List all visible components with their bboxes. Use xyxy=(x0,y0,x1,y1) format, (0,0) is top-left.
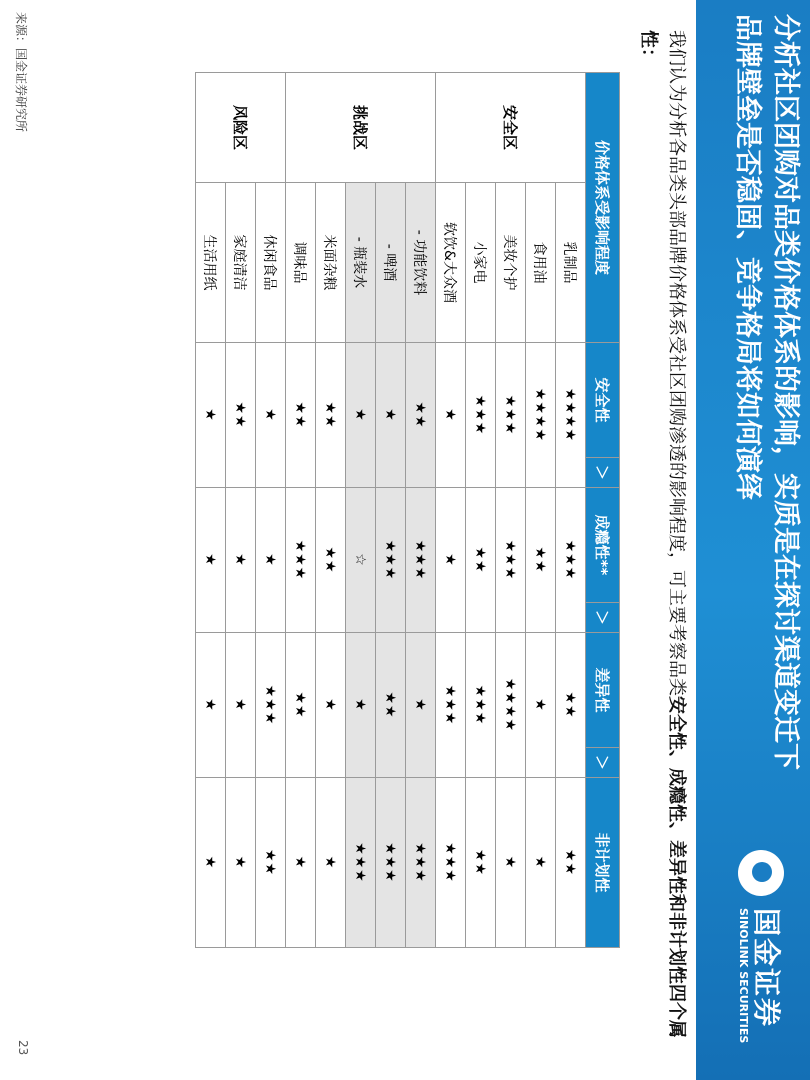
logo-text-en: SINOLINK SECURITIES xyxy=(737,908,750,1044)
table-row xyxy=(556,73,586,948)
category-cell: - 功能饮料 xyxy=(406,183,436,343)
header-cell: 安全性 xyxy=(586,343,620,458)
rating-safety: ★ xyxy=(436,343,466,488)
rating-safety: ★★★★ xyxy=(526,343,556,488)
category-cell: 乳制品 xyxy=(556,183,586,343)
rating-safety: ★ xyxy=(256,343,286,488)
rating-safety: ★★ xyxy=(286,343,316,488)
rating-difference: ★ xyxy=(526,633,556,778)
rating-unplanned: ★ xyxy=(196,778,226,948)
table-row xyxy=(196,73,226,948)
rating-addiction: ★★ xyxy=(466,488,496,633)
title-banner xyxy=(696,0,810,1080)
category-cell: 米面杂粮 xyxy=(316,183,346,343)
intro-text: 我们认为分析各品类头部品牌价格体系受社区团购渗透的影响程度，可主要考察品类 xyxy=(666,30,687,696)
table-row xyxy=(526,73,556,948)
rating-difference: ★ xyxy=(196,633,226,778)
category-cell: 生活用纸 xyxy=(196,183,226,343)
rating-addiction: ★ xyxy=(196,488,226,633)
page-number: 23 xyxy=(16,1040,30,1056)
rating-unplanned: ★★★ xyxy=(406,778,436,948)
logo-text-cn: 国金证券 xyxy=(750,908,783,1029)
rating-difference: ★★★★ xyxy=(496,633,526,778)
header-cell: ＞ xyxy=(586,458,620,488)
rating-safety: ★★ xyxy=(226,343,256,488)
company-logo xyxy=(716,850,796,1060)
rating-addiction: ★★★ xyxy=(286,488,316,633)
table-row xyxy=(376,73,406,948)
table-row xyxy=(346,73,376,948)
rating-safety: ★★ xyxy=(316,343,346,488)
category-cell: 食用油 xyxy=(526,183,556,343)
rating-addiction: ★★★ xyxy=(406,488,436,633)
rating-safety: ★★ xyxy=(406,343,436,488)
category-cell: 家庭清洁 xyxy=(226,183,256,343)
rating-difference: ★ xyxy=(346,633,376,778)
rating-unplanned: ★ xyxy=(286,778,316,948)
table-row xyxy=(316,73,346,948)
rating-unplanned: ★ xyxy=(226,778,256,948)
category-attribute-table xyxy=(195,72,620,948)
category-cell: 美妆个护 xyxy=(496,183,526,343)
category-cell: 休闲食品 xyxy=(256,183,286,343)
rating-difference: ★★★ xyxy=(256,633,286,778)
rating-addiction: ★ xyxy=(256,488,286,633)
rating-unplanned: ★★★ xyxy=(376,778,406,948)
rating-difference: ★ xyxy=(226,633,256,778)
rating-unplanned: ★★★ xyxy=(436,778,466,948)
rating-unplanned: ★ xyxy=(496,778,526,948)
category-cell: - 啤酒 xyxy=(376,183,406,343)
rating-safety: ★★★★ xyxy=(556,343,586,488)
rating-unplanned: ★ xyxy=(316,778,346,948)
rating-unplanned: ★ xyxy=(526,778,556,948)
rating-addiction: ☆ xyxy=(346,488,376,633)
rating-difference: ★★★ xyxy=(436,633,466,778)
table-row xyxy=(256,73,286,948)
rating-safety: ★★★ xyxy=(466,343,496,488)
rating-addiction: ★★★ xyxy=(496,488,526,633)
rating-unplanned: ★★ xyxy=(466,778,496,948)
page-title: 分析社区团购对品类价格体系的影响，实质是在探讨渠道变迁下品牌壁垒是否稳固、竞争格局将如何演绎 xyxy=(732,14,801,770)
rating-safety: ★ xyxy=(196,343,226,488)
rating-safety: ★ xyxy=(376,343,406,488)
intro-paragraph xyxy=(634,30,690,1060)
rating-addiction: ★ xyxy=(226,488,256,633)
rating-addiction: ★★★ xyxy=(376,488,406,633)
header-cell: ＞ xyxy=(586,603,620,633)
rating-difference: ★ xyxy=(316,633,346,778)
header-cell: ＞ xyxy=(586,748,620,778)
rating-addiction: ★ xyxy=(436,488,466,633)
category-cell: - 瓶装水 xyxy=(346,183,376,343)
zone-label: 风险区 xyxy=(196,73,286,183)
zone-label: 安全区 xyxy=(436,73,586,183)
header-cell: 非计划性 xyxy=(586,778,620,948)
rating-unplanned: ★★ xyxy=(256,778,286,948)
rating-addiction: ★★ xyxy=(526,488,556,633)
header-cell: 差异性 xyxy=(586,633,620,748)
table-row xyxy=(436,73,466,948)
rating-addiction: ★★ xyxy=(316,488,346,633)
category-cell: 调味品 xyxy=(286,183,316,343)
table-row xyxy=(226,73,256,948)
rating-difference: ★★ xyxy=(556,633,586,778)
rating-unplanned: ★★★ xyxy=(346,778,376,948)
rating-addiction: ★★★ xyxy=(556,488,586,633)
table-body xyxy=(196,73,586,948)
table-row xyxy=(286,73,316,948)
table-row xyxy=(496,73,526,948)
category-cell: 小家电 xyxy=(466,183,496,343)
category-cell: 软饮&大众酒 xyxy=(436,183,466,343)
logo-icon xyxy=(738,850,784,896)
rating-difference: ★★ xyxy=(376,633,406,778)
zone-label: 挑战区 xyxy=(286,73,436,183)
header-cell: 成瘾性** xyxy=(586,488,620,603)
rating-difference: ★ xyxy=(406,633,436,778)
table-header-row xyxy=(586,73,620,948)
rating-safety: ★★★ xyxy=(496,343,526,488)
rating-difference: ★★ xyxy=(286,633,316,778)
rating-safety: ★ xyxy=(346,343,376,488)
table-row xyxy=(466,73,496,948)
header-cell-impact: 价格体系受影响程度 xyxy=(586,73,620,343)
table-row xyxy=(406,73,436,948)
intro-highlight: 安全性、成瘾性、差异性和非计划性四个属性： xyxy=(638,30,687,1038)
rating-unplanned: ★★ xyxy=(556,778,586,948)
source-note: 来源：国金证券研究所 xyxy=(14,12,28,133)
rating-difference: ★★★ xyxy=(466,633,496,778)
